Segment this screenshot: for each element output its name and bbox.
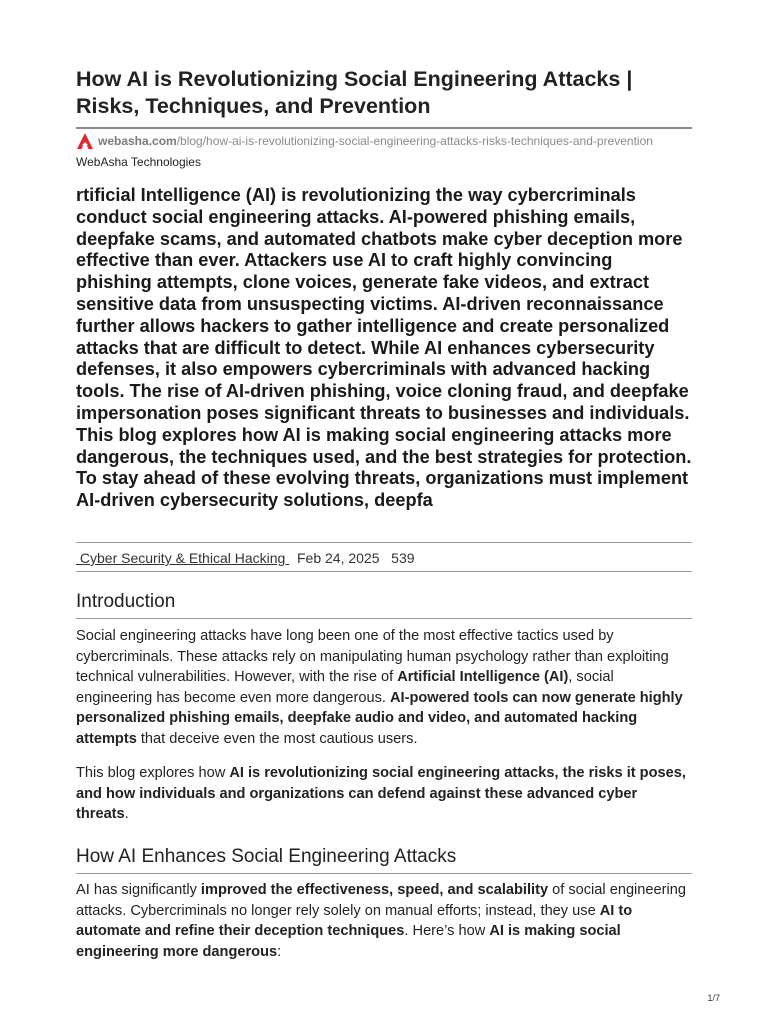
section-divider — [76, 618, 692, 619]
source-url[interactable] — [98, 134, 653, 148]
meta-divider-bottom — [76, 571, 692, 572]
bold-run: improved the effectiveness, speed, and scalability — [200, 882, 549, 898]
section-heading-enhances: How AI Enhances Social Engineering Attacks — [76, 846, 457, 867]
text-run: AI has significantly — [76, 882, 201, 898]
intro-paragraph-1 — [76, 626, 692, 750]
meta-divider-top — [76, 542, 692, 543]
text-run: Social engineering attacks have long been one of the most effective tactics used by cybercriminals. These attacks rely on manipulating human psychology rather than exploiting technical vulnerabilities. However, with the rise of — [76, 628, 669, 686]
text-run: of social engineering attacks. Cybercriminals no longer rely solely on manual efforts; instead, they use — [76, 882, 686, 919]
summary-text: rtificial Intelligence (AI) is revolutionizing the way cybercriminals conduct social engineering attacks. AI-powered phishing emails, deepfake scams, and automated chatbots make cyber deception more effective than ever. Attackers use AI to craft highly convincing phishing attempts, clone voices, generate fake videos, and extract sensitive data from unsuspecting victims. AI-driven reconnaissance further allows hackers to gather intelligence and create personalized attacks that are difficult to detect. While AI enhances cybersecurity defenses, it also empowers cybercriminals with advanced hacking tools. The rise of AI-driven phishing, voice cloning fraud, and deepfake impersonation poses significant threats to businesses and individuals. This blog explores how AI is making social engineering attacks more dangerous, the techniques used, and the best strategies for protection. To stay ahead of these evolving threats, organizations must implement AI-driven cybersecurity solutions, deepfa — [76, 185, 692, 511]
publish-date: Feb 24, 2025 — [296, 550, 380, 566]
text-run: . Here’s how — [404, 923, 490, 940]
bold-run: Artificial Intelligence (AI) — [397, 669, 569, 686]
title-divider — [76, 127, 692, 129]
text-run: This blog explores how — [76, 765, 230, 781]
bold-run: AI to automate and refine their deception techniques — [76, 902, 633, 940]
source-line[interactable] — [76, 132, 692, 150]
bold-run: AI is making social engineering more dangerous — [76, 923, 621, 960]
text-run: : — [277, 943, 282, 960]
webasha-logo-icon — [76, 132, 94, 150]
enhances-paragraph-1 — [76, 880, 692, 962]
bold-run: AI is revolutionizing social engineering attacks, the risks it poses, and how individuals and organizations can defend against these advanced cyber threats — [76, 765, 686, 823]
section-heading-introduction: Introduction — [76, 591, 176, 612]
article-meta — [76, 550, 415, 566]
text-run: , social engineering has become even more dangerous. — [76, 669, 614, 706]
page-number: 1/7 — [707, 993, 720, 1003]
document-title: How AI is Revolutionizing Social Engineering Attacks | Risks, Techniques, and Prevention — [76, 67, 633, 118]
author-name: WebAsha Technologies — [76, 155, 201, 169]
bold-run: AI-powered tools can now generate highly personalized phishing emails, deepfake audio and video, and automated hacking attempts — [76, 689, 683, 747]
source-domain: webasha.com — [98, 134, 177, 148]
category-link[interactable]: Cyber Security & Ethical Hacking — [76, 550, 290, 566]
source-path: /blog/how-ai-is-revolutionizing-social-engineering-attacks-risks-techniques-and-prevention — [176, 134, 653, 148]
intro-paragraph-2 — [76, 763, 692, 825]
text-run: . — [124, 806, 129, 823]
text-run: that deceive even the most cautious users. — [136, 730, 418, 747]
view-count: 539 — [391, 550, 415, 566]
section-divider — [76, 873, 692, 874]
